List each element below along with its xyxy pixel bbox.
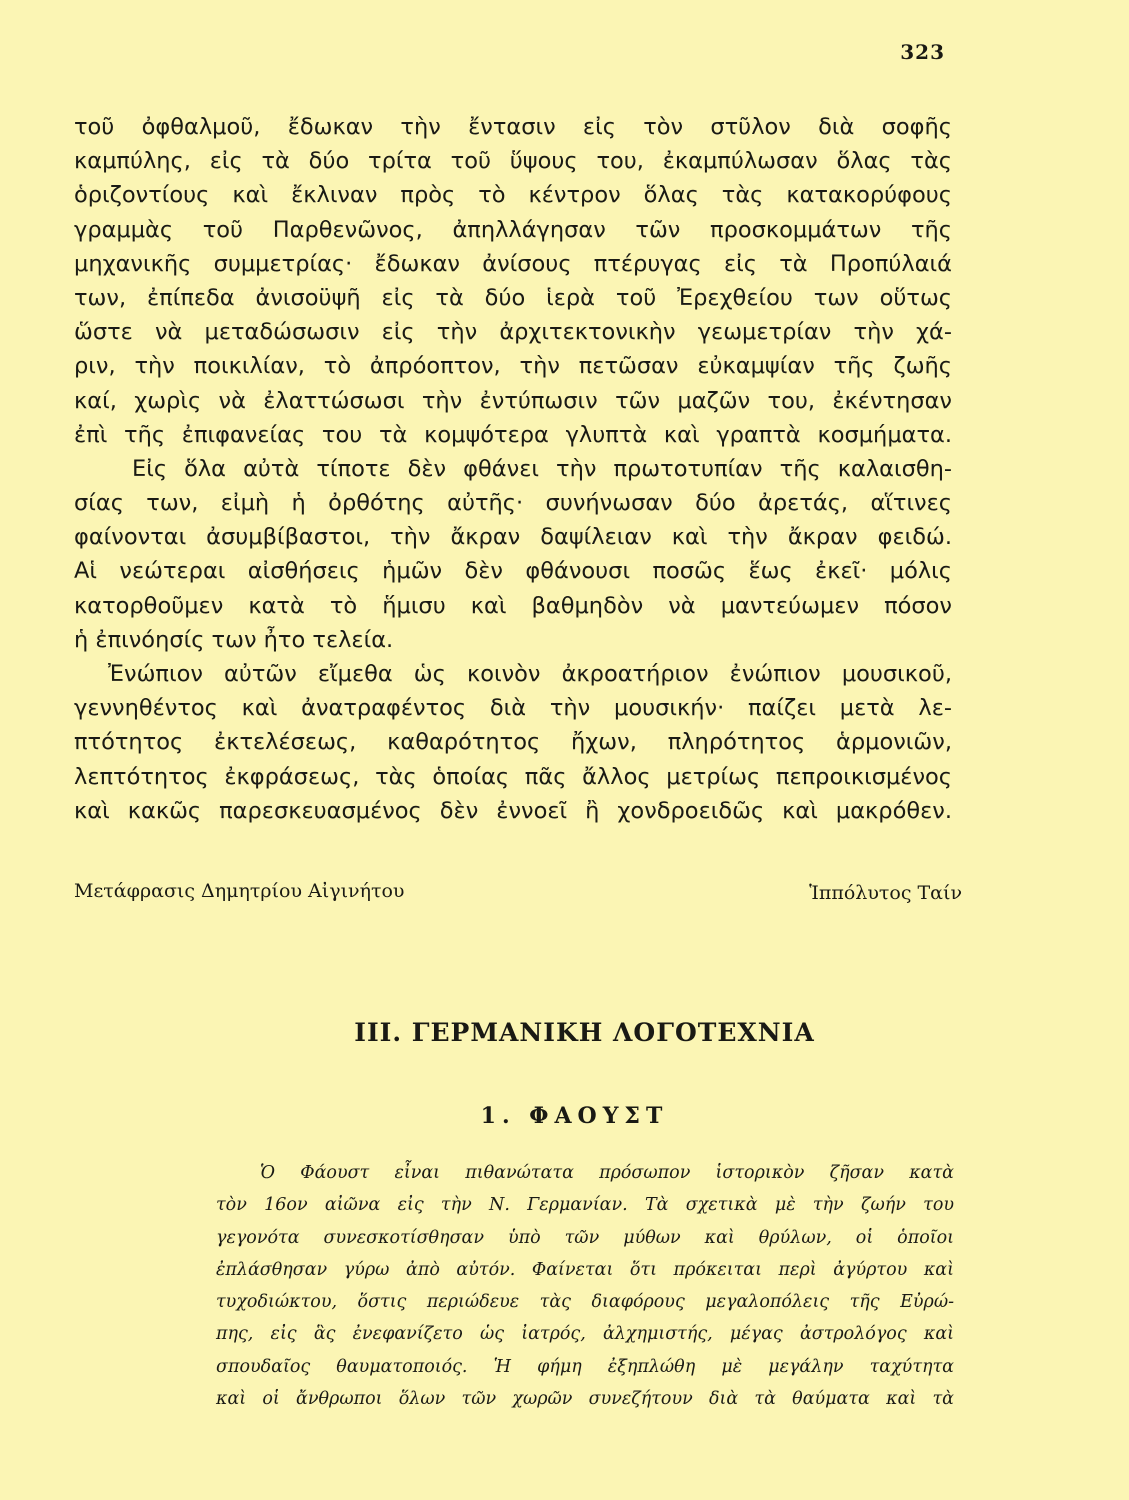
text-line: ριν, τὴν ποικιλίαν, τὸ ἀπρόοπτον, τὴν πετῶσαν εὐκαμψίαν τῆς ζωῆς [74, 353, 952, 380]
text-line: τὸν 16ον αἰῶνα εἰς τὴν Ν. Γερμανίαν. Τὰ σχετικὰ μὲ τὴν ζωήν του [216, 1195, 954, 1216]
text-line: ἡ ἐπινόησίς των ἦτο τελεία. [74, 626, 394, 653]
paragraph [74, 452, 952, 657]
text-line: λεπτότητος ἐκφράσεως, τὰς ὁποίας πᾶς ἄλλος μετρίως πεπροικισμένος [74, 763, 952, 790]
text-line: Ἐνώπιον αὐτῶν εἴμεθα ὡς κοινὸν ἀκροατήριον ἐνώπιον μουσικοῦ, [108, 661, 952, 687]
paragraph [74, 657, 952, 828]
text-line: γεγονότα συνεσκοτίσθησαν ὑπὸ τῶν μύθων καὶ θρύλων, οἱ ὁποῖοι [216, 1227, 954, 1248]
text-line: κατορθοῦμεν κατὰ τὸ ἥμισυ καὶ βαθμηδὸν νὰ μαντεύωμεν πόσον [74, 592, 952, 619]
text-line: μηχανικῆς συμμετρίας· ἔδωκαν ἀνίσους πτέρυγας εἰς τὰ Προπύλαιά [74, 250, 952, 277]
text-line: καὶ οἱ ἄνθρωποι ὅλων τῶν χωρῶν συνεζήτουν διὰ τὰ θαύματα καὶ τὰ [216, 1389, 954, 1410]
text-line: καί, χωρὶς νὰ ἐλαττώσωσι τὴν ἐντύπωσιν τῶν μαζῶν του, ἐκέντησαν [74, 387, 952, 414]
text-line: πτότητος ἐκτελέσεως, καθαρότητος ἤχων, πληρότητος ἁρμονιῶν, [74, 729, 952, 756]
author-credit: Ἱππόλυτος Ταίν [809, 882, 962, 904]
text-line: τοῦ ὀφθαλμοῦ, ἔδωκαν τὴν ἔντασιν εἰς τὸν στῦλον διὰ σοφῆς [74, 114, 952, 140]
section-heading: III. ΓΕΡΜΑΝΙΚΗ ΛΟΓΟΤΕΧΝΙΑ [354, 1018, 815, 1047]
text-line: σίας των, εἰμὴ ἡ ὀρθότης αὐτῆς· συνήνωσαν δύο ἀρετάς, αἵτινες [74, 490, 952, 517]
text-line: φαίνονται ἀσυμβίβαστοι, τὴν ἄκραν δαψίλειαν καὶ τὴν ἄκραν φειδώ. [74, 524, 952, 551]
text-line: γεννηθέντος καὶ ἀνατραφέντος διὰ τὴν μουσικήν· παίζει μετὰ λε- [74, 695, 952, 722]
text-line: καὶ κακῶς παρεσκευασμένος δὲν ἐννοεῖ ἢ χονδροειδῶς καὶ μακρόθεν. [74, 797, 952, 824]
text-line: καμπύλης, εἰς τὰ δύο τρίτα τοῦ ὕψους του, ἐκαμπύλωσαν ὅλας τὰς [74, 148, 952, 175]
text-line: σπουδαῖος θαυματοποιός. Ἡ φήμη ἐξηπλώθη μὲ μεγάλην ταχύτητα [216, 1356, 954, 1377]
text-line: ὥστε νὰ μεταδώσωσιν εἰς τὴν ἀρχιτεκτονικὴν γεωμετρίαν τὴν χά- [74, 319, 952, 346]
text-line: Ὁ Φάουστ εἶναι πιθανώτατα πρόσωπον ἱστορικὸν ζῆσαν κατὰ [260, 1163, 954, 1183]
paragraph [74, 110, 952, 452]
page-number: 323 [900, 40, 945, 64]
translator-credit: Μετάφρασις Δημητρίου Αἰγινήτου [74, 880, 405, 902]
text-line: τυχοδιώκτου, ὅστις περιώδευε τὰς διαφόρους μεγαλοπόλεις τῆς Εὐρώ- [216, 1292, 954, 1313]
text-line: ἐπλάσθησαν γύρω ἀπὸ αὐτόν. Φαίνεται ὅτι πρόκειται περὶ ἀγύρτου καὶ [216, 1259, 954, 1280]
text-line: Εἰς ὅλα αὐτὰ τίποτε δὲν φθάνει τὴν πρωτοτυπίαν τῆς καλαισθη- [132, 455, 952, 482]
text-line: Αἱ νεώτεραι αἰσθήσεις ἡμῶν δὲν φθάνουσι ποσῶς ἕως ἐκεῖ· μόλις [74, 558, 952, 585]
text-line: πης, εἰς ἃς ἐνεφανίζετο ὡς ἰατρός, ἀλχημιστής, μέγας ἀστρολόγος καὶ [216, 1324, 954, 1345]
text-line: ὁριζοντίους καὶ ἔκλιναν πρὸς τὸ κέντρον ὅλας τὰς κατακορύφους [74, 182, 952, 209]
text-line: ἐπὶ τῆς ἐπιφανείας του τὰ κομψότερα γλυπτὰ καὶ γραπτὰ κοσμήματα. [74, 421, 952, 448]
main-text [74, 110, 952, 828]
sub-heading: 1. ΦΑΟΥΣΤ [480, 1103, 669, 1129]
text-line: των, ἐπίπεδα ἀνισοϋψῆ εἰς τὰ δύο ἱερὰ τοῦ Ἐρεχθείου των οὕτως [74, 284, 952, 311]
credits [74, 880, 962, 910]
text-line: γραμμὰς τοῦ Παρθενῶνος, ἀπηλλάγησαν τῶν προσκομμάτων τῆς [74, 216, 952, 243]
intro-text [216, 1157, 954, 1415]
